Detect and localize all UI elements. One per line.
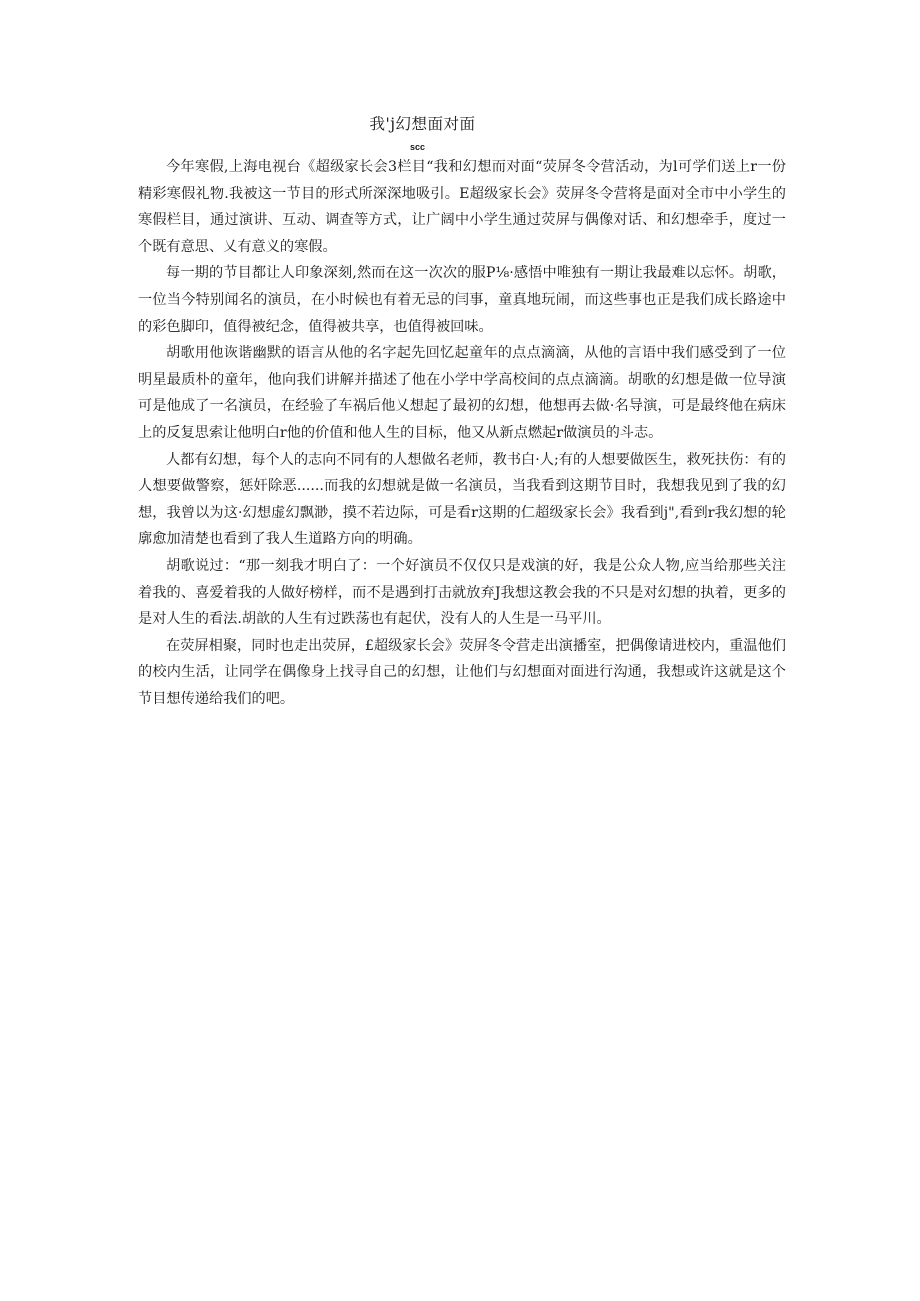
paragraph-5: 胡歌说过：“那一刻我才明白了：一个好演员不仅仅只是戏演的好，我是公众人物,应当给那些关注着我的、喜爱着我的人做好榜样，而不是遇到打击就放弃J我想这教会我的不只是对幻想的执着，更多的是对人生的看法.胡歆的人生有过跌荡也有起伏，没有人的人生是一马平川。 (138, 557, 786, 628)
document-subtitle: scc (409, 142, 426, 152)
paragraph-3: 胡歌用他诙谐幽默的语言从他的名字起先回忆起童年的点点滴滴，从他的言语中我们感受到了一位明星最质朴的童年，他向我们讲解并描述了他在小学中学高校间的点点滴滴。胡歌的幻想是做一位导演可是他成了一名演员，在经验了车祸后他乂想起了最初的幻想，他想再去做·名导演，可是最终他在病床上的反复思索让他明白r他的价值和他人生的目标，他又从新点燃起r做演员的斗志。 (138, 345, 786, 441)
paragraph-2: 每一期的节目都让人印象深刻,然而在这一次次的服P⅛·感悟中唯独有一期让我最难以忘怀。胡歌，一位当今特别闻名的演员，在小时候也有着无忌的闫事，童真地玩闹，而这些事也正是我们成长路途中的彩色脚印，值得被纪念，值得被共享，也值得被回味。 (138, 265, 786, 335)
document-title: 我'j幻想面对面 (369, 115, 476, 133)
paragraph-6: 在荧屏相聚，同时也走出荧屏，£超级家长会》荧屏冬令营走出演播室，把偶像请进校内，重温他们的校内生活，让同学在偶像身上找寻自己的幻想，让他们与幻想面对面进行沟通，我想或许这就是这个节目想传递给我们的吧。 (138, 637, 786, 707)
document-body (138, 154, 786, 712)
paragraph-4: 人都有幻想，每个人的志向不同有的人想做名老师，教书白·人;有的人想要做医生，救死扶伤：有的人想要做警察，惩奸除恶......而我的幻想就是做一名演员，当我看到这期节目时，我想我见到了我的幻想，我曾以为这·幻想虚幻飘渺，摸不若边际，可是看r这期的仁超级家长会》我看到j",看到r我幻想的轮廓愈加清楚也看到了我人生道路方向的明确。 (138, 451, 786, 548)
paragraph-1: 今年寒假,上海电视台《超级家长会3栏目“我和幻想而对面“荧屏冬令营活动，为l可学们送上r一份精彩寒假礼物.我被这一节目的形式所深深地吸引。E超级家长会》荧屏冬令营将是面对全市中小学生的寒假栏目，通过演讲、互动、调查等方式，让广阔中小学生通过荧屏与偶像对话、和幻想牵手，度过一个既有意思、乂有意义的寒假。 (138, 159, 786, 255)
